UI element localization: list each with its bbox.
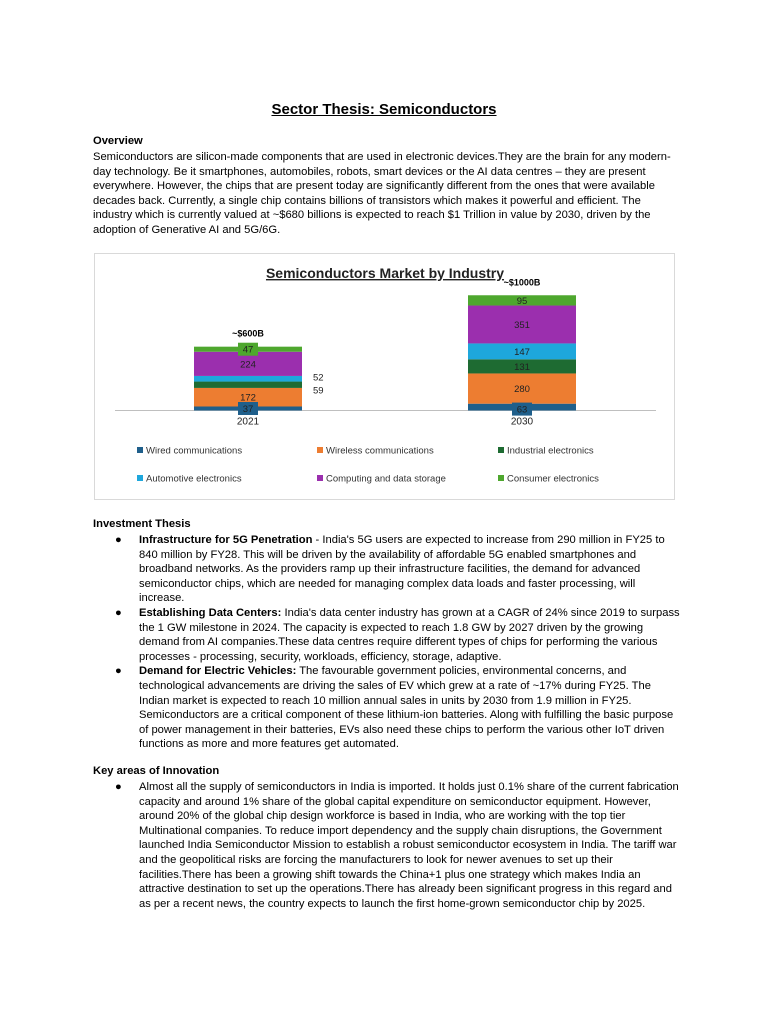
chart-container <box>94 253 675 500</box>
chart-title: Semiconductors Market by Industry <box>265 265 505 281</box>
legend-label: Wired communications <box>146 445 243 457</box>
data-label: 131 <box>514 361 530 373</box>
data-label: 37 <box>242 404 254 416</box>
investment-item <box>93 533 683 606</box>
stacked-bar-chart <box>95 254 676 501</box>
x-tick-label: 2021 <box>236 416 260 428</box>
bullet-icon: ● <box>115 606 122 619</box>
legend-label: Computing and data storage <box>326 473 446 485</box>
data-label: 47 <box>242 344 254 356</box>
legend-label: Industrial electronics <box>507 445 594 457</box>
overview-paragraph: Semiconductors are silicon-made components that are used in electronic devices.They are the brain for any modern-day technology. Be it smartphones, automobiles, robots, smart devices or the AI data centres – they are present everywhere. However, the chips that are present today are significantly different from the ones that were available decades back. Currently, a single chip contains billions of transistors which makes it powerful and efficient. The industry which is currently valued at ~$680 billions is expected to reach $1 Trillion in value by 2030, driven by the adoption of Generative AI and 5G/6G. <box>93 151 671 236</box>
data-label: 351 <box>514 319 530 331</box>
bar-total-label: ~$1000B <box>503 277 541 288</box>
data-label: 59 <box>313 385 324 397</box>
investment-item-title: Demand for Electric Vehicles: <box>139 665 297 678</box>
innovation-heading: Key areas of Innovation <box>93 765 220 777</box>
bar-total-label: ~$600B <box>232 328 264 339</box>
legend-swatch <box>137 447 143 453</box>
data-label: 147 <box>514 346 530 358</box>
investment-item <box>93 606 683 664</box>
document-title: Sector Thesis: Semiconductors <box>271 101 497 118</box>
legend-swatch <box>137 475 143 481</box>
bar-segment <box>194 376 302 382</box>
investment-item <box>93 664 683 752</box>
investment-item-text: - India's 5G users are expected to increase from 290 million in FY25 to 840 million by FY28. This will be driven by the availability of affordable 5G enabled smartphones and broadband networks. As the providers ramp up their infrastructure facilities, the demand for advanced semiconductor chips, which are needed for managing complex data loads and faster processing, will increase. <box>139 534 665 605</box>
overview-heading: Overview <box>93 135 143 147</box>
bullet-icon: ● <box>115 534 122 546</box>
legend-label: Consumer electronics <box>507 473 599 485</box>
investment-item-title: Infrastructure for 5G Penetration <box>139 534 313 546</box>
legend-label: Wireless communications <box>326 445 434 457</box>
data-label: 280 <box>514 384 530 396</box>
x-tick-label: 2030 <box>510 416 534 428</box>
data-label: 52 <box>313 372 324 384</box>
legend-swatch <box>498 475 504 481</box>
investment-list <box>93 533 683 752</box>
legend-swatch <box>498 447 504 453</box>
data-label: 63 <box>516 404 528 416</box>
data-label: 95 <box>516 295 528 307</box>
investment-heading: Investment Thesis <box>93 518 191 530</box>
innovation-item-text: Almost all the supply of semiconductors in India is imported. It holds just 0.1% share of the current fabrication capacity and around 1% share of the global capital expenditure on semiconductor equipment. However, around 20% of the global chip design workforce is based in India, who are working with the top tier Multinational companies. To reduce import dependency and the supply chain disruptions, the Government launched India Semiconductor Mission to establish a robust semiconductor ecosystem in India. The tariff war and the geopolitical risks are forcing the manufacturers to look for newer avenues to set up their facilities.There has been a growing shift towards the China+1 plus one strategy which makes India an attractive destination to set up the operations.There has already been significant progress in this regard and as per a recent news, the country expects to launch the first home-grown semiconductor chip by 2025. <box>139 781 679 910</box>
investment-item-text: The favourable government policies, environmental concerns, and technological advancements are driving the sales of EV which grew at a rate of ~17% during FY25. The Indian market is expected to reach 10 million annual sales in units by 2030 from 1.9 million in FY25. Semiconductors are a critical component of these lithium-ion batteries. Along with fulfilling the basic purpose of power management in their batteries, EVs also need these chips to perform the various other IoT driven functions as more and more features get automated. <box>139 665 674 751</box>
innovation-item <box>93 780 683 911</box>
bullet-icon: ● <box>115 665 122 678</box>
legend-swatch <box>317 475 323 481</box>
data-label: 224 <box>240 359 256 371</box>
bar-segment <box>194 382 302 388</box>
bullet-icon: ● <box>115 781 122 793</box>
data-label: 172 <box>240 392 256 404</box>
investment-item-title: Establishing Data Centers: <box>139 606 282 619</box>
legend-swatch <box>317 447 323 453</box>
legend-label: Automotive electronics <box>146 473 242 485</box>
investment-item-text: India's data center industry has grown at a CAGR of 24% since 2019 to surpass the 1 GW milestone in 2024. The capacity is expected to reach 1.8 GW by 2027 driven by the growing demand from AI companies.These data centres require different types of chips for performing the various processes - processing, security, workloads, efficiency, storage, adaptive. <box>139 606 680 663</box>
innovation-list <box>93 780 683 911</box>
